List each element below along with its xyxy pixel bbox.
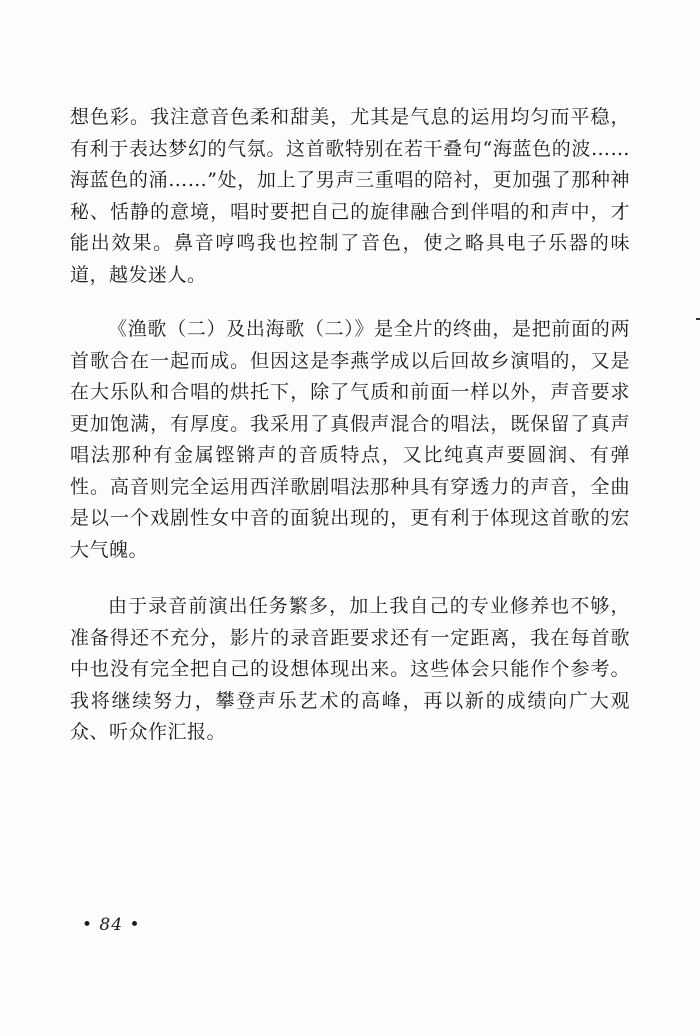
body-text-block-3 [70, 591, 630, 749]
body-text-block-2 [70, 314, 630, 566]
paragraph-continuation: 想色彩。我注意音色柔和甜美，尤其是气息的运用均匀而平稳，有利于表达梦幻的气氛。这首歌特别在若干叠句“海蓝色的波……海蓝色的涌……”处，加上了男声三重唱的陪衬，更加强了那种神秘、恬静的意境，唱时要把自己的旋律融合到伴唱的和声中，才能出效果。鼻音哼鸣我也控制了音色，使之略具电子乐器的味道，越发迷人。 [70, 106, 630, 286]
page-number: • 84 • [82, 915, 141, 935]
edge-scan-mark [696, 318, 700, 320]
paragraph-finale: 《渔歌（二）及出海歌（二）》是全片的终曲，是把前面的两首歌合在一起而成。但因这是李燕学成以后回故乡演唱的，又是在大乐队和合唱的烘托下，除了气质和前面一样以外，声音要求更加饱满，有厚度。我采用了真假声混合的唱法，既保留了真声唱法那种有金属铿锵声的音质特点，又比纯真声要圆润、有弹性。高音则完全运用西洋歌剧唱法那种具有穿透力的声音，全曲是以一个戏剧性女中音的面貌出现的，更有利于体现这首歌的宏大气魄。 [70, 318, 630, 561]
body-text-block-1 [70, 102, 630, 291]
paragraph-conclusion: 由于录音前演出任务繁多，加上我自己的专业修养也不够，准备得还不充分，影片的录音距要求还有一定距离，我在每首歌中也没有完全把自己的设想体现出来。这些体会只能作个参考。我将继续努力，攀登声乐艺术的高峰，再以新的成绩向广大观众、听众作汇报。 [70, 595, 630, 743]
